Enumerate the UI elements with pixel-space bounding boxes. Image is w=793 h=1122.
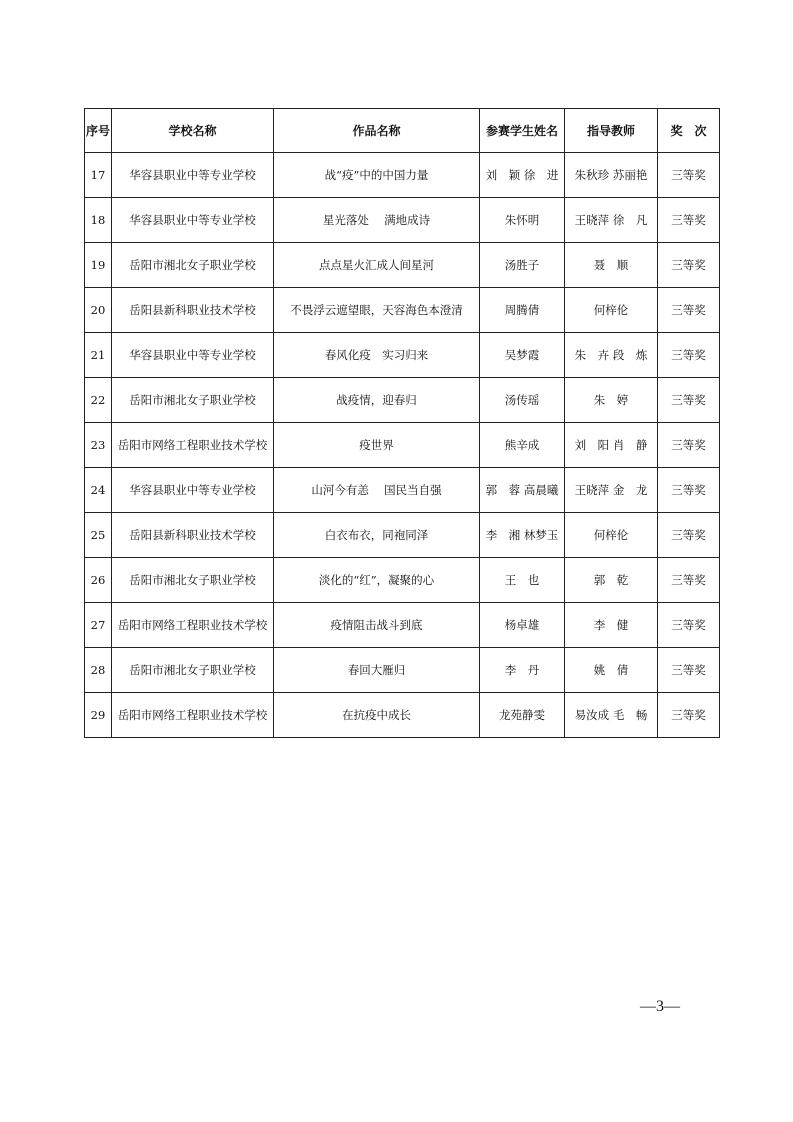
cell-students: 吴梦霞 bbox=[480, 333, 565, 378]
cell-index: 26 bbox=[85, 558, 112, 603]
cell-teachers: 刘 阳 肖 静 bbox=[565, 423, 658, 468]
cell-teachers: 郭 乾 bbox=[565, 558, 658, 603]
cell-award: 三等奖 bbox=[658, 153, 720, 198]
table-row bbox=[85, 423, 720, 468]
cell-teachers: 朱 卉 段 炼 bbox=[565, 333, 658, 378]
cell-index: 21 bbox=[85, 333, 112, 378]
cell-index: 27 bbox=[85, 603, 112, 648]
cell-school: 华容县职业中等专业学校 bbox=[112, 198, 274, 243]
cell-index: 18 bbox=[85, 198, 112, 243]
cell-work: 战“疫”中的中国力量 bbox=[274, 153, 480, 198]
cell-teachers: 王晓萍 金 龙 bbox=[565, 468, 658, 513]
cell-school: 岳阳市湘北女子职业学校 bbox=[112, 243, 274, 288]
cell-work: 不畏浮云遮望眼，天容海色本澄清 bbox=[274, 288, 480, 333]
table-row bbox=[85, 378, 720, 423]
cell-teachers: 聂 顺 bbox=[565, 243, 658, 288]
page-number: —3— bbox=[640, 998, 680, 1015]
cell-teachers: 朱秋珍 苏丽艳 bbox=[565, 153, 658, 198]
cell-teachers: 朱 婷 bbox=[565, 378, 658, 423]
table-row bbox=[85, 243, 720, 288]
cell-award: 三等奖 bbox=[658, 198, 720, 243]
cell-work: 疫情阻击战斗到底 bbox=[274, 603, 480, 648]
table-row bbox=[85, 198, 720, 243]
cell-work: 山河今有恙 国民当自强 bbox=[274, 468, 480, 513]
cell-index: 23 bbox=[85, 423, 112, 468]
table-row bbox=[85, 648, 720, 693]
table-row bbox=[85, 468, 720, 513]
table-row bbox=[85, 693, 720, 738]
cell-index: 22 bbox=[85, 378, 112, 423]
cell-work: 在抗疫中成长 bbox=[274, 693, 480, 738]
cell-award: 三等奖 bbox=[658, 423, 720, 468]
cell-index: 29 bbox=[85, 693, 112, 738]
table-row bbox=[85, 333, 720, 378]
cell-award: 三等奖 bbox=[658, 603, 720, 648]
cell-award: 三等奖 bbox=[658, 648, 720, 693]
cell-work: 白衣布衣，同袍同泽 bbox=[274, 513, 480, 558]
cell-teachers: 何梓伦 bbox=[565, 513, 658, 558]
cell-teachers: 易汝成 毛 畅 bbox=[565, 693, 658, 738]
cell-index: 20 bbox=[85, 288, 112, 333]
header-award: 奖 次 bbox=[658, 109, 720, 153]
cell-work: 疫世界 bbox=[274, 423, 480, 468]
cell-teachers: 姚 倩 bbox=[565, 648, 658, 693]
table-header-row bbox=[85, 109, 720, 153]
cell-award: 三等奖 bbox=[658, 513, 720, 558]
cell-students: 熊辛成 bbox=[480, 423, 565, 468]
cell-school: 岳阳市网络工程职业技术学校 bbox=[112, 693, 274, 738]
cell-award: 三等奖 bbox=[658, 558, 720, 603]
cell-students: 龙苑静雯 bbox=[480, 693, 565, 738]
cell-work: 淡化的“红”，凝聚的心 bbox=[274, 558, 480, 603]
cell-teachers: 何梓伦 bbox=[565, 288, 658, 333]
cell-index: 25 bbox=[85, 513, 112, 558]
cell-school: 岳阳县新科职业技术学校 bbox=[112, 513, 274, 558]
cell-index: 28 bbox=[85, 648, 112, 693]
header-work: 作品名称 bbox=[274, 109, 480, 153]
cell-teachers: 王晓萍 徐 凡 bbox=[565, 198, 658, 243]
header-students: 参赛学生姓名 bbox=[480, 109, 565, 153]
cell-students: 王 也 bbox=[480, 558, 565, 603]
cell-school: 岳阳市湘北女子职业学校 bbox=[112, 648, 274, 693]
cell-award: 三等奖 bbox=[658, 243, 720, 288]
cell-work: 春风化疫 实习归来 bbox=[274, 333, 480, 378]
cell-school: 华容县职业中等专业学校 bbox=[112, 333, 274, 378]
cell-students: 李 湘 林梦玉 bbox=[480, 513, 565, 558]
cell-school: 岳阳县新科职业技术学校 bbox=[112, 288, 274, 333]
cell-work: 点点星火汇成人间星河 bbox=[274, 243, 480, 288]
cell-index: 17 bbox=[85, 153, 112, 198]
cell-school: 岳阳市湘北女子职业学校 bbox=[112, 378, 274, 423]
cell-school: 岳阳市网络工程职业技术学校 bbox=[112, 423, 274, 468]
cell-school: 岳阳市网络工程职业技术学校 bbox=[112, 603, 274, 648]
cell-work: 春回大雁归 bbox=[274, 648, 480, 693]
cell-teachers: 李 健 bbox=[565, 603, 658, 648]
awards-table bbox=[84, 108, 720, 738]
cell-award: 三等奖 bbox=[658, 378, 720, 423]
table-row bbox=[85, 513, 720, 558]
cell-work: 星光落处 满地成诗 bbox=[274, 198, 480, 243]
cell-school: 岳阳市湘北女子职业学校 bbox=[112, 558, 274, 603]
cell-award: 三等奖 bbox=[658, 468, 720, 513]
cell-work: 战疫情，迎春归 bbox=[274, 378, 480, 423]
table-row bbox=[85, 558, 720, 603]
header-school: 学校名称 bbox=[112, 109, 274, 153]
header-teachers: 指导教师 bbox=[565, 109, 658, 153]
table-row bbox=[85, 288, 720, 333]
cell-award: 三等奖 bbox=[658, 288, 720, 333]
header-index: 序号 bbox=[85, 109, 112, 153]
cell-school: 华容县职业中等专业学校 bbox=[112, 153, 274, 198]
cell-index: 24 bbox=[85, 468, 112, 513]
cell-index: 19 bbox=[85, 243, 112, 288]
cell-students: 汤传瑶 bbox=[480, 378, 565, 423]
cell-award: 三等奖 bbox=[658, 693, 720, 738]
cell-students: 朱怀明 bbox=[480, 198, 565, 243]
cell-students: 杨卓雄 bbox=[480, 603, 565, 648]
cell-students: 郭 蓉 高晨曦 bbox=[480, 468, 565, 513]
cell-students: 汤胜子 bbox=[480, 243, 565, 288]
table-row bbox=[85, 603, 720, 648]
table-row bbox=[85, 153, 720, 198]
cell-students: 刘 颖 徐 进 bbox=[480, 153, 565, 198]
cell-award: 三等奖 bbox=[658, 333, 720, 378]
cell-school: 华容县职业中等专业学校 bbox=[112, 468, 274, 513]
cell-students: 李 丹 bbox=[480, 648, 565, 693]
cell-students: 周腾倩 bbox=[480, 288, 565, 333]
